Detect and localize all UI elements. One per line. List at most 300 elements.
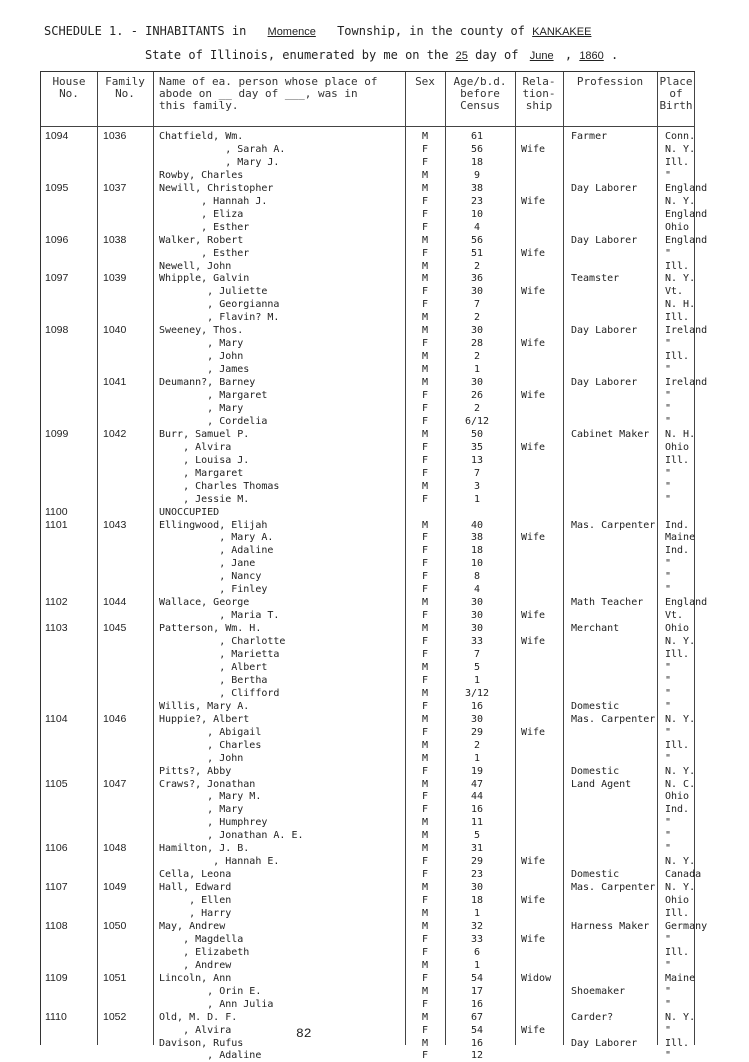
sex-cell: F: [421, 946, 429, 958]
sex-cell: F: [421, 649, 429, 660]
age-cell: 8: [473, 571, 481, 583]
person-name: , Ann Julia: [159, 998, 274, 1010]
profession-cell: Harness Maker: [571, 920, 650, 932]
col-header-relationship: Rela- tion- ship: [522, 75, 556, 112]
birthplace-cell: England: [665, 597, 708, 609]
person-name: Newell, John: [159, 260, 232, 272]
relationship-cell: Wife: [521, 286, 546, 298]
person-name: , Nancy: [159, 571, 262, 583]
age-cell: 5: [473, 830, 481, 842]
table-row: [41, 635, 695, 648]
person-name: , Elizabeth: [159, 946, 250, 958]
age-cell: 2: [473, 260, 481, 272]
birthplace-cell: ": [665, 817, 672, 829]
person-name: Newill, Christopher: [159, 182, 274, 194]
birthplace-cell: Ohio: [665, 895, 690, 907]
age-cell: 61: [470, 131, 484, 142]
age-cell: 36: [470, 273, 484, 285]
sex-cell: M: [421, 687, 429, 699]
relationship-cell: Wife: [521, 441, 546, 453]
sex-cell: F: [421, 221, 429, 233]
person-name: Willis, Mary A.: [159, 700, 250, 712]
relationship-cell: Wife: [521, 636, 546, 648]
sex-cell: F: [421, 1050, 429, 1062]
family-number: 1042: [103, 427, 127, 440]
table-row: [41, 531, 695, 544]
col-header-age: Age/b.d. before Census: [453, 75, 507, 112]
birthplace-cell: N. Y.: [665, 765, 696, 777]
sex-cell: M: [421, 169, 429, 181]
table-row: [41, 609, 695, 622]
sex-cell: M: [421, 1037, 429, 1049]
relationship-cell: Wife: [521, 247, 546, 259]
table-row: [41, 713, 695, 726]
family-number: 1050: [103, 919, 127, 932]
age-cell: 31: [470, 843, 484, 855]
col-header-sex: Sex: [415, 75, 435, 88]
sex-cell: M: [421, 234, 429, 246]
age-cell: 6: [473, 946, 481, 958]
table-row: [41, 208, 708, 221]
sex-cell: F: [421, 869, 429, 881]
table-row: [41, 272, 695, 285]
birthplace-cell: Ill.: [665, 739, 690, 751]
birthplace-cell: ": [665, 467, 672, 479]
house-number: 1101: [45, 518, 68, 531]
house-number: 1095: [45, 181, 69, 194]
birthplace-cell: ": [665, 998, 672, 1010]
table-row: [41, 1037, 695, 1050]
sex-cell: M: [421, 908, 429, 919]
relationship-cell: Wife: [521, 933, 546, 945]
birthplace-cell: N. Y.: [665, 713, 696, 725]
age-cell: 1: [473, 493, 481, 505]
table-row: [41, 648, 695, 661]
sex-cell: F: [421, 390, 429, 401]
person-name: , Mary J.: [159, 156, 280, 168]
person-name: UNOCCUPIED: [159, 506, 220, 518]
sex-cell: M: [421, 830, 429, 842]
birthplace-cell: N. H.: [665, 299, 696, 311]
age-cell: 30: [470, 882, 484, 894]
table-row: [41, 156, 695, 169]
sex-cell: F: [421, 208, 429, 220]
table-row: [41, 790, 695, 803]
house-number: 1099: [45, 427, 69, 440]
age-cell: 2: [473, 312, 481, 324]
family-number: 1049: [103, 881, 127, 894]
sex-cell: F: [421, 998, 429, 1010]
house-number: 1097: [45, 272, 69, 285]
enumeration-comma: ,: [564, 48, 573, 62]
schedule-title-line: [44, 24, 591, 38]
sex-cell: M: [421, 752, 429, 764]
table-row: [41, 195, 695, 208]
table-row: [41, 376, 708, 389]
relationship-cell: Wife: [521, 143, 546, 155]
birthplace-cell: N. H.: [665, 428, 696, 440]
township-name: Momence: [267, 26, 316, 38]
relationship-cell: Widow: [521, 972, 552, 984]
family-number: 1047: [103, 777, 127, 790]
person-name: , Magdella: [159, 933, 244, 945]
age-cell: 56: [470, 143, 484, 155]
sex-cell: F: [421, 791, 429, 803]
person-name: , Mary: [159, 402, 244, 414]
table-row: [41, 143, 695, 156]
person-name: , Mary M.: [159, 791, 262, 803]
person-name: , Alvira: [159, 441, 232, 453]
table-row: [41, 803, 695, 816]
table-row: [41, 389, 695, 402]
sex-cell: F: [421, 532, 429, 544]
person-name: Davison, Rufus: [159, 1037, 244, 1049]
birthplace-cell: Ind.: [665, 519, 690, 531]
age-cell: 38: [470, 182, 484, 194]
birthplace-cell: England: [665, 208, 708, 220]
person-name: , Bertha: [159, 674, 268, 686]
birthplace-cell: Ohio: [665, 441, 690, 453]
birthplace-cell: ": [665, 752, 672, 764]
sex-cell: F: [421, 856, 429, 868]
person-name: , John: [159, 351, 244, 363]
table-row: [41, 855, 695, 868]
house-number: 1102: [45, 596, 68, 609]
person-name: , Marietta: [159, 649, 280, 660]
sex-cell: M: [421, 273, 429, 285]
age-cell: 30: [470, 713, 484, 725]
sex-cell: M: [421, 480, 429, 492]
table-row: [41, 959, 695, 972]
sex-cell: M: [421, 959, 429, 971]
age-cell: 54: [470, 1024, 484, 1036]
col-header-family: Family No.: [105, 75, 145, 100]
sex-cell: F: [421, 493, 429, 505]
sex-cell: M: [421, 623, 429, 635]
age-cell: 33: [470, 636, 484, 648]
person-name: , Juliette: [159, 286, 268, 298]
sex-cell: F: [421, 402, 429, 414]
profession-cell: Day Laborer: [571, 377, 638, 389]
person-name: , Maria T.: [159, 610, 280, 622]
house-number: 1100: [45, 505, 68, 518]
birthplace-cell: Vt.: [665, 286, 684, 298]
age-cell: 2: [473, 351, 481, 363]
sex-cell: M: [421, 739, 429, 751]
relationship-cell: Wife: [521, 610, 546, 622]
sex-cell: F: [421, 610, 429, 622]
birthplace-cell: N. Y.: [665, 1011, 696, 1023]
birthplace-cell: Maine: [665, 532, 696, 544]
county-name: KANKAKEE: [532, 26, 592, 38]
age-cell: 32: [470, 920, 484, 932]
enumeration-month: June: [529, 50, 554, 62]
person-name: , Adaline: [159, 1050, 262, 1062]
profession-cell: Domestic: [571, 869, 620, 881]
birthplace-cell: N. Y.: [665, 195, 696, 207]
age-cell: 18: [470, 545, 484, 557]
birthplace-cell: England: [665, 182, 708, 194]
profession-cell: Day Laborer: [571, 325, 638, 337]
table-row: [41, 1024, 695, 1037]
table-row: [41, 181, 708, 195]
profession-cell: Farmer: [571, 131, 608, 142]
age-cell: 7: [473, 467, 481, 479]
sex-cell: M: [421, 312, 429, 324]
family-number: 1044: [103, 596, 127, 609]
sex-cell: F: [421, 1024, 429, 1036]
birthplace-cell: ": [665, 700, 672, 712]
table-row: [41, 544, 695, 557]
person-name: , Jonathan A. E.: [159, 830, 304, 842]
birthplace-cell: ": [665, 415, 672, 427]
birthplace-cell: Ill.: [665, 156, 690, 168]
sex-cell: F: [421, 558, 429, 570]
birthplace-cell: Ill.: [665, 908, 690, 919]
person-name: , Charles Thomas: [159, 480, 280, 492]
age-cell: 30: [470, 597, 484, 609]
table-row: [41, 907, 695, 920]
birthplace-cell: ": [665, 830, 672, 842]
sex-cell: F: [421, 467, 429, 479]
person-name: , Hannah J.: [159, 195, 268, 207]
birthplace-cell: ": [665, 985, 672, 997]
person-name: , Abigail: [159, 726, 262, 738]
sex-cell: M: [421, 519, 429, 531]
sex-cell: M: [421, 182, 429, 194]
sex-cell: M: [421, 920, 429, 932]
person-name: , Finley: [159, 584, 268, 596]
table-row: [41, 519, 695, 532]
house-number: 1107: [45, 881, 68, 894]
house-number: 1103: [45, 622, 68, 635]
house-number: 1108: [45, 919, 68, 932]
sex-cell: F: [421, 674, 429, 686]
person-name: Pitts?, Abby: [159, 765, 232, 777]
sex-cell: F: [421, 156, 429, 168]
sex-cell: M: [421, 713, 429, 725]
table-row: [41, 674, 695, 687]
birthplace-cell: ": [665, 959, 672, 971]
profession-cell: Domestic: [571, 765, 620, 777]
sex-cell: M: [421, 1011, 429, 1023]
table-row: [41, 402, 695, 415]
birthplace-cell: Ill.: [665, 351, 690, 363]
family-number: 1038: [103, 233, 127, 246]
person-name: , Margaret: [159, 467, 244, 479]
person-name: Lincoln, Ann: [159, 972, 232, 984]
age-cell: 5: [473, 661, 481, 673]
enumeration-dayof: day of: [475, 48, 519, 62]
age-cell: 9: [473, 169, 481, 181]
birthplace-cell: ": [665, 493, 672, 505]
sex-cell: F: [421, 700, 429, 712]
table-row: [41, 687, 695, 700]
birthplace-cell: ": [665, 480, 672, 492]
person-name: , Esther: [159, 247, 250, 259]
person-name: Patterson, Wm. H.: [159, 623, 262, 635]
table-row: [41, 946, 695, 959]
enumeration-prefix: State of Illinois, enumerated by me on the: [145, 48, 449, 62]
person-name: , Hannah E.: [159, 856, 280, 868]
person-name: , Albert: [159, 661, 268, 673]
birthplace-cell: ": [665, 687, 672, 699]
age-cell: 30: [470, 286, 484, 298]
age-cell: 4: [473, 584, 481, 596]
relationship-cell: Wife: [521, 726, 546, 738]
person-name: , Flavin? M.: [159, 312, 280, 324]
table-row: [41, 752, 695, 765]
age-cell: 30: [470, 377, 484, 389]
sex-cell: M: [421, 325, 429, 337]
age-cell: 1: [473, 674, 481, 686]
person-name: Burr, Samuel P.: [159, 428, 250, 440]
age-cell: 2: [473, 402, 481, 414]
table-row: [41, 881, 695, 894]
table-row: [41, 260, 695, 273]
table-row: [41, 480, 695, 493]
profession-cell: Day Laborer: [571, 234, 638, 246]
age-cell: 2: [473, 739, 481, 751]
age-cell: 10: [470, 208, 484, 220]
birthplace-cell: N. Y.: [665, 636, 696, 648]
sex-cell: F: [421, 286, 429, 298]
birthplace-cell: Ill.: [665, 946, 690, 958]
birthplace-cell: N. C.: [665, 778, 696, 790]
sex-cell: F: [421, 571, 429, 583]
sex-cell: M: [421, 843, 429, 855]
age-cell: 11: [470, 817, 484, 829]
age-cell: 1: [473, 752, 481, 764]
table-row: [41, 130, 695, 143]
col-header-name: Name of ea. person whose place of abode on __ day of ___, was in this family.: [159, 75, 378, 112]
person-name: , Clifford: [159, 687, 280, 699]
birthplace-cell: Ill.: [665, 1037, 690, 1049]
person-name: , Humphrey: [159, 817, 268, 829]
birthplace-cell: ": [665, 1024, 672, 1036]
birthplace-cell: ": [665, 933, 672, 945]
table-row: [41, 350, 695, 363]
age-cell: 67: [470, 1011, 484, 1023]
person-name: , Cordelia: [159, 415, 268, 427]
table-row: [41, 816, 695, 829]
sex-cell: F: [421, 895, 429, 907]
table-row: [41, 415, 695, 428]
family-number: 1037: [103, 181, 127, 194]
age-cell: 12: [470, 1050, 484, 1062]
table-row: [41, 557, 695, 570]
person-name: Old, M. D. F.: [159, 1011, 238, 1023]
relationship-cell: Wife: [521, 895, 546, 907]
table-row: [41, 493, 695, 506]
birthplace-cell: Maine: [665, 972, 696, 984]
person-name: , Eliza: [159, 208, 244, 220]
family-number: 1039: [103, 272, 127, 285]
person-name: Huppie?, Albert: [159, 713, 250, 725]
age-cell: 23: [470, 869, 484, 881]
relationship-cell: Wife: [521, 338, 546, 350]
sex-cell: M: [421, 985, 429, 997]
house-number: 1104: [45, 712, 68, 725]
table-row: [41, 454, 695, 467]
family-number: 1046: [103, 712, 127, 725]
table-row: [41, 233, 708, 247]
person-name: Wallace, George: [159, 597, 250, 609]
table-row: [41, 169, 695, 182]
birthplace-cell: N. Y.: [665, 856, 696, 868]
relationship-cell: Wife: [521, 532, 546, 544]
age-cell: 18: [470, 895, 484, 907]
profession-cell: Merchant: [571, 623, 620, 635]
age-cell: 7: [473, 649, 481, 660]
person-name: Rowby, Charles: [159, 169, 244, 181]
table-row: [41, 467, 695, 480]
birthplace-cell: ": [665, 584, 672, 596]
sex-cell: F: [421, 804, 429, 816]
birthplace-cell: Ind.: [665, 545, 690, 557]
age-cell: 23: [470, 195, 484, 207]
profession-cell: Day Laborer: [571, 1037, 638, 1049]
table-row: [41, 285, 695, 298]
table-row: [41, 998, 695, 1011]
birthplace-cell: Ohio: [665, 791, 690, 803]
person-name: Cella, Leona: [159, 869, 232, 881]
age-cell: 33: [470, 933, 484, 945]
table-row: [41, 933, 695, 946]
house-number: 1105: [45, 777, 68, 790]
family-number: 1052: [103, 1010, 127, 1023]
age-cell: 29: [470, 726, 484, 738]
person-name: , Mary: [159, 338, 244, 350]
age-cell: 16: [470, 998, 484, 1010]
age-cell: 51: [470, 247, 484, 259]
table-row: [41, 894, 695, 907]
table-row: [41, 622, 695, 635]
col-header-house: House No.: [52, 75, 86, 100]
person-name: , Georgianna: [159, 299, 280, 311]
person-name: May, Andrew: [159, 920, 226, 932]
table-row: [41, 298, 695, 311]
birthplace-cell: ": [665, 402, 672, 414]
birthplace-cell: Germany: [665, 920, 708, 932]
profession-cell: Math Teacher: [571, 597, 644, 609]
profession-cell: Mas. Carpenter: [571, 713, 656, 725]
birthplace-cell: Ireland: [665, 377, 708, 389]
age-cell: 3/12: [464, 687, 490, 699]
sex-cell: M: [421, 661, 429, 673]
family-number: 1051: [103, 971, 127, 984]
birthplace-cell: Ireland: [665, 325, 708, 337]
age-cell: 50: [470, 428, 484, 440]
sex-cell: F: [421, 584, 429, 596]
title-county-label: Township, in the county of: [337, 24, 525, 38]
table-row: [41, 985, 695, 998]
age-cell: 38: [470, 532, 484, 544]
sex-cell: F: [421, 454, 429, 466]
house-number: 1106: [45, 842, 68, 855]
person-name: Ellingwood, Elijah: [159, 519, 268, 531]
birthplace-cell: England: [665, 234, 708, 246]
birthplace-cell: Ill.: [665, 649, 690, 660]
family-number: 1040: [103, 324, 127, 337]
age-cell: 26: [470, 390, 484, 401]
person-name: , Esther: [159, 221, 250, 233]
table-row: [41, 311, 695, 324]
age-cell: 35: [470, 441, 484, 453]
profession-cell: Teamster: [571, 273, 620, 285]
person-name: , John: [159, 752, 244, 764]
age-cell: 1: [473, 908, 481, 919]
